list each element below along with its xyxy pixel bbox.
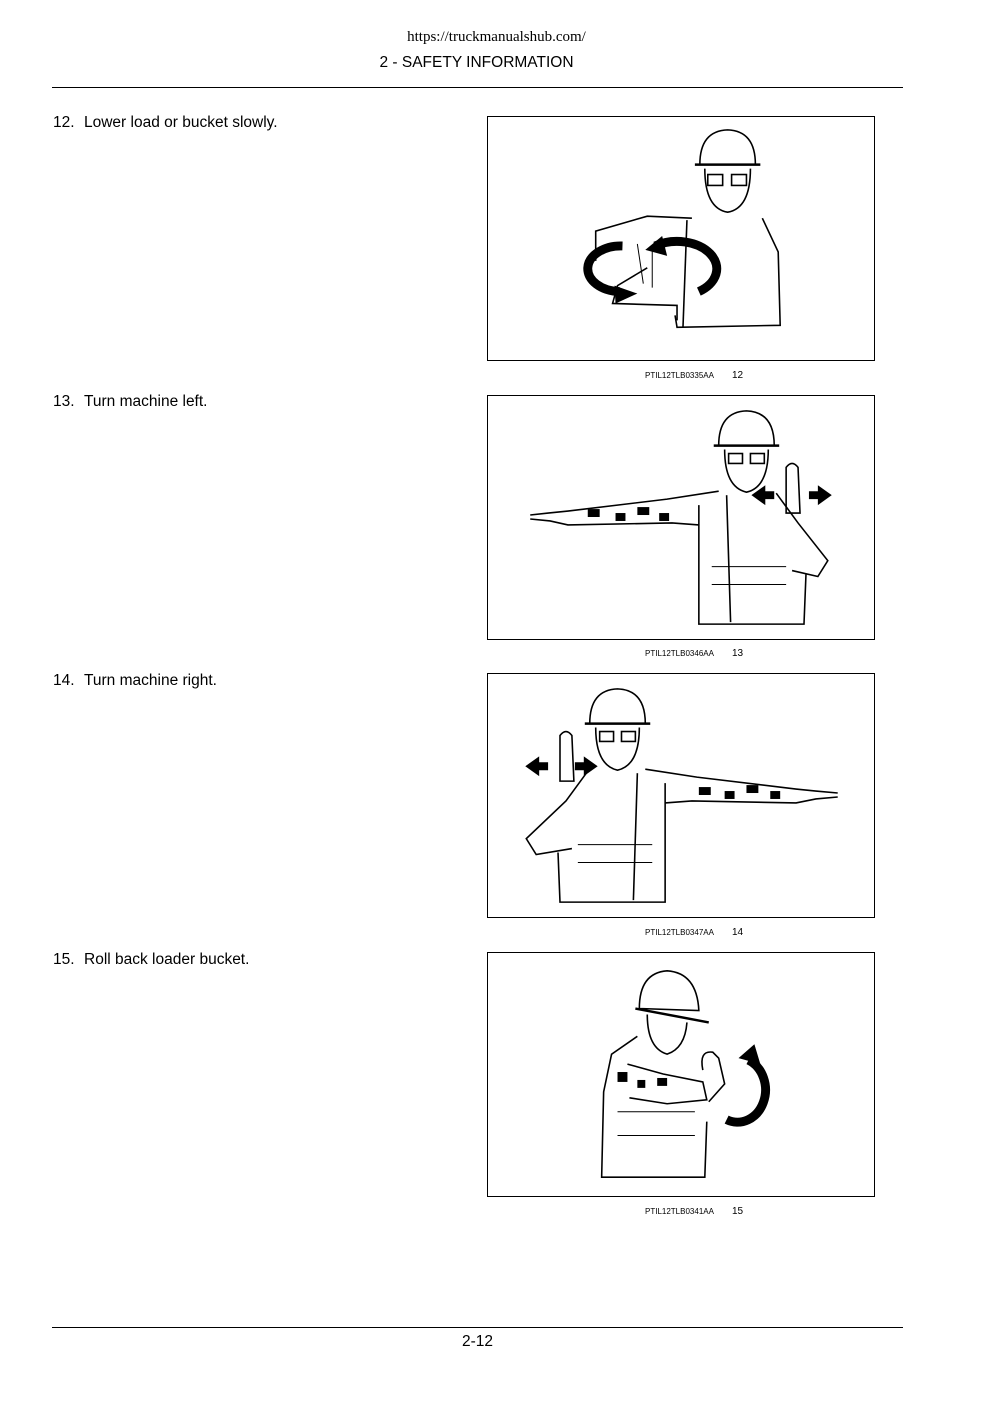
figure-caption <box>645 648 743 659</box>
figure-number: 12 <box>731 370 744 381</box>
figure-roll-back-bucket <box>487 952 875 1197</box>
figure-caption <box>645 370 743 381</box>
signal-illustration <box>488 953 874 1196</box>
figure-code: PTIL12TLB0335AA <box>645 371 714 380</box>
figure-code: PTIL12TLB0346AA <box>645 649 714 658</box>
signal-illustration <box>488 674 874 917</box>
step-12 <box>53 114 278 132</box>
figure-code: PTIL12TLB0341AA <box>645 1207 714 1216</box>
signal-illustration <box>488 396 874 639</box>
figure-turn-right <box>487 673 875 918</box>
step-text: Roll back loader bucket. <box>84 951 250 968</box>
step-number: 15. <box>53 951 75 968</box>
step-13 <box>53 393 207 411</box>
page-number: 2-12 <box>461 1333 494 1350</box>
step-text: Turn machine left. <box>84 393 208 410</box>
figure-number: 14 <box>731 927 744 938</box>
figure-caption <box>645 927 743 938</box>
figure-caption <box>645 1206 743 1217</box>
source-url: https://truckmanualshub.com/ <box>407 29 586 45</box>
section-title: 2 - SAFETY INFORMATION <box>379 54 574 71</box>
header-rule <box>52 87 903 88</box>
step-number: 14. <box>53 672 75 689</box>
figure-code: PTIL12TLB0347AA <box>645 928 714 937</box>
figure-number: 13 <box>731 648 744 659</box>
step-14 <box>53 672 217 690</box>
step-text: Turn machine right. <box>84 672 217 689</box>
signal-illustration <box>488 117 874 360</box>
step-text: Lower load or bucket slowly. <box>84 114 278 131</box>
figure-turn-left <box>487 395 875 640</box>
step-number: 12. <box>53 114 75 131</box>
figure-lower-slowly <box>487 116 875 361</box>
footer-rule <box>52 1327 903 1328</box>
step-number: 13. <box>53 393 75 410</box>
step-15 <box>53 951 249 969</box>
figure-number: 15 <box>731 1206 744 1217</box>
